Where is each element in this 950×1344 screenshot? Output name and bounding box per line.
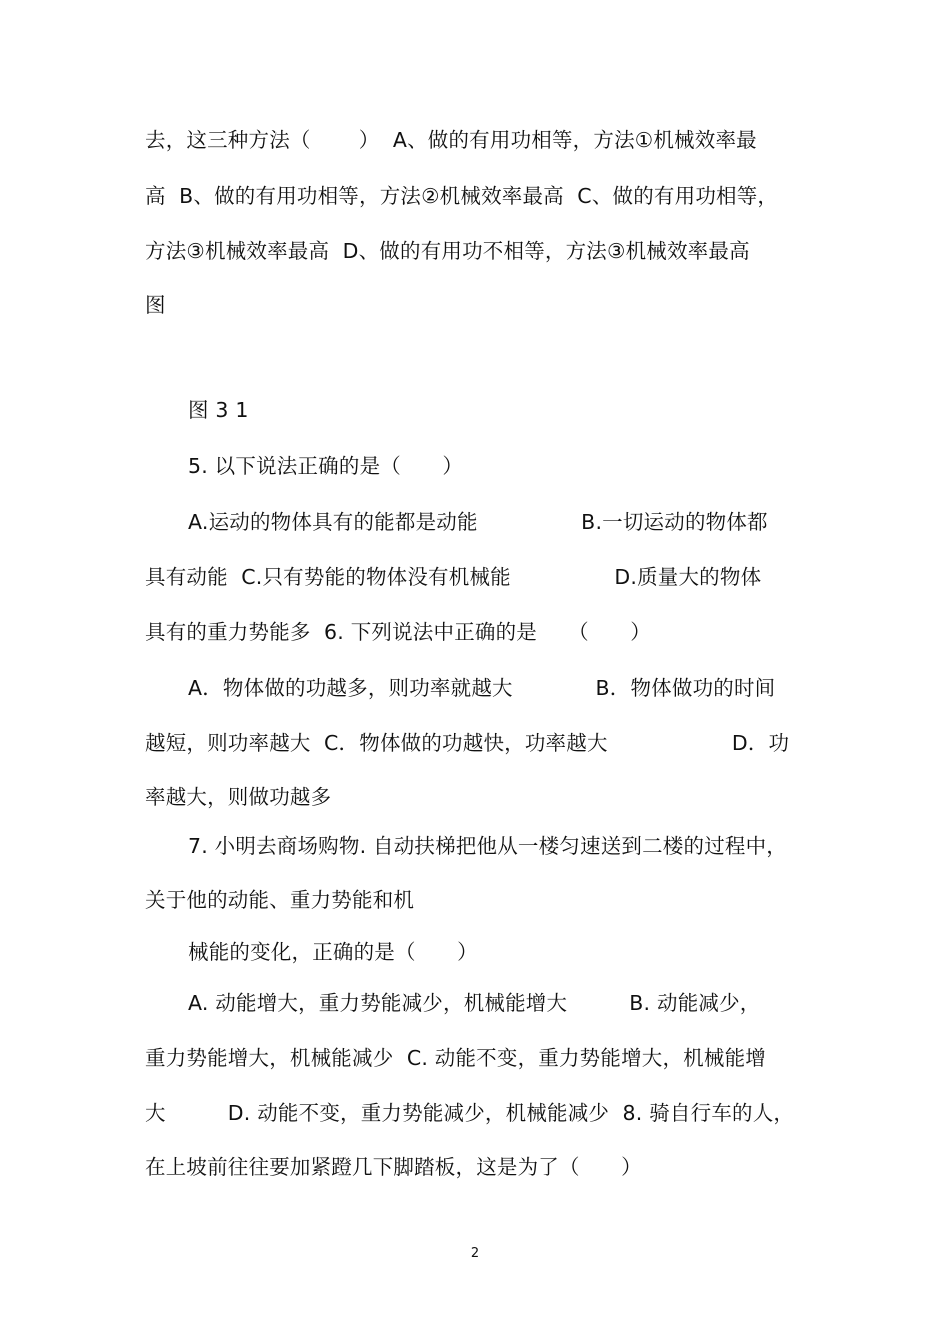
text-line: 率越大，则做功越多 xyxy=(145,785,332,809)
text-line: 械能的变化，正确的是（ ） xyxy=(188,940,478,964)
page-number: 2 xyxy=(470,1246,480,1261)
text-line: 在上坡前往往要加紧蹬几下脚踏板，这是为了（ ） xyxy=(145,1155,642,1179)
text-line: 重力势能增大，机械能减少 C. 动能不变，重力势能增大，机械能增 xyxy=(145,1046,766,1070)
text-line: 高 B、做的有用功相等，方法②机械效率最高 C、做的有用功相等， xyxy=(145,184,779,208)
question-7: 7. 小明去商场购物. 自动扶梯把他从一楼匀速送到二楼的过程中， xyxy=(188,834,788,858)
text-line: 方法③机械效率最高 D、做的有用功不相等，方法③机械效率最高 xyxy=(145,239,750,263)
text-line: A.运动的物体具有的能都是动能 B.一切运动的物体都 xyxy=(188,510,768,534)
text-line: 越短，则功率越大 C．物体做的功越快，功率越大 D．功 xyxy=(145,731,790,755)
figure-label: 图 3 1 xyxy=(188,398,249,422)
text-line: 大 D. 动能不变，重力势能减少，机械能减少 8. 骑自行车的人， xyxy=(145,1101,795,1125)
question-5: 5. 以下说法正确的是（ ） xyxy=(188,454,464,478)
text-line: 具有动能 C.只有势能的物体没有机械能 D.质量大的物体 xyxy=(145,565,762,589)
text-line: 关于他的动能、重力势能和机 xyxy=(145,888,415,912)
text-line: 去，这三种方法（ ） A、做的有用功相等，方法①机械效率最 xyxy=(145,128,757,152)
text-line: 具有的重力势能多 6. 下列说法中正确的是 （ ） xyxy=(145,620,651,644)
text-line: A．物体做的功越多，则功率就越大 B．物体做功的时间 xyxy=(188,676,776,700)
text-line: 图 xyxy=(145,293,166,317)
text-line: A. 动能增大，重力势能减少，机械能增大 B. 动能减少， xyxy=(188,991,761,1015)
